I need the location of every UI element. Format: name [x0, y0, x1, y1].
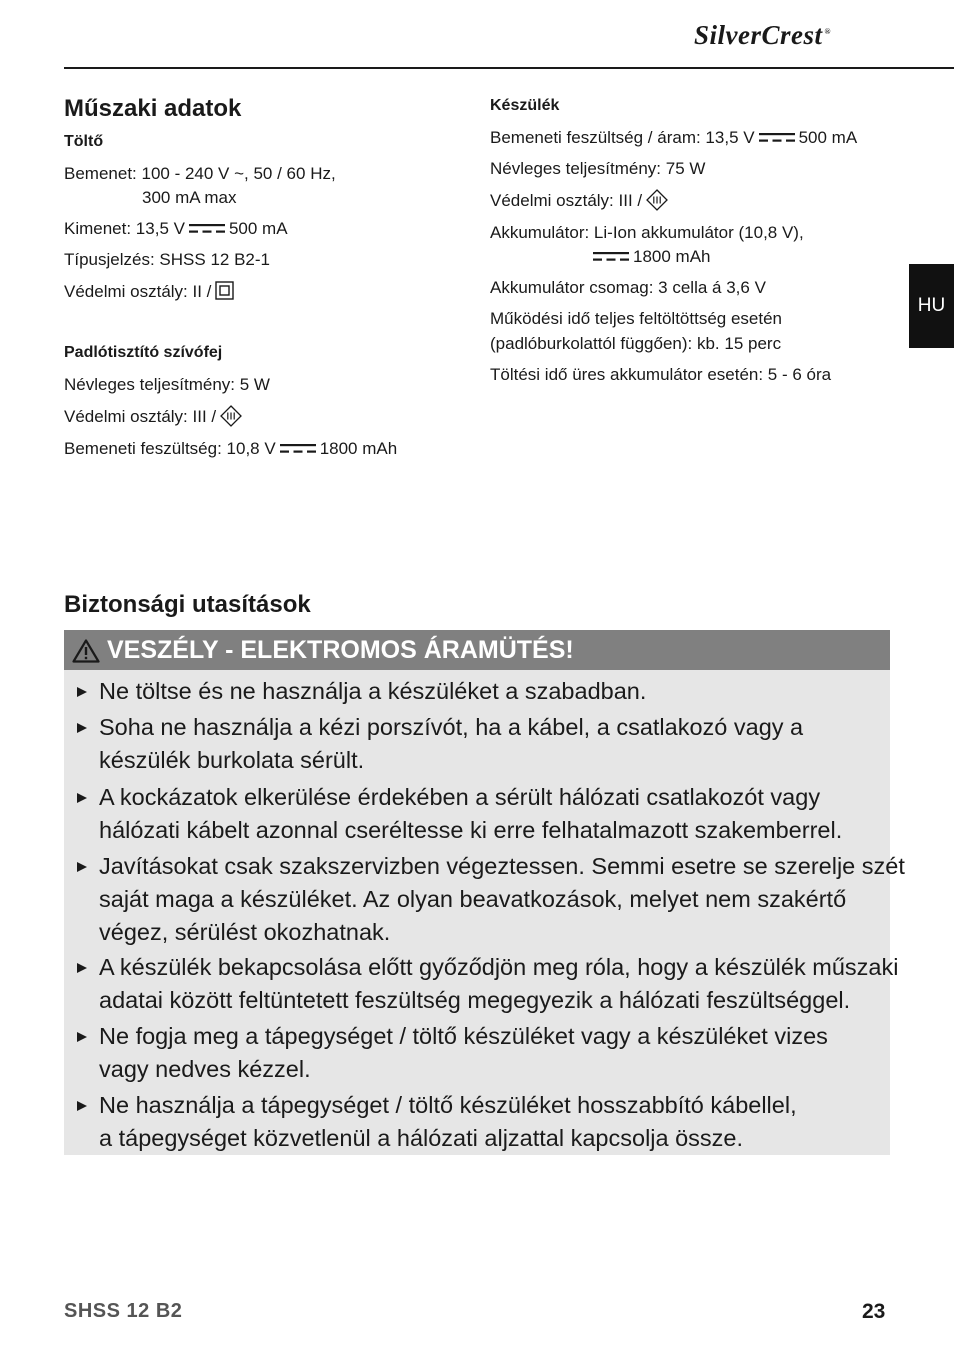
safety-bullet: [64, 1020, 890, 1090]
device-protection: [490, 190, 668, 213]
floor-head-protection-label: Védelmi osztály: III /: [64, 407, 217, 426]
protection-class-ii-icon: [215, 281, 234, 300]
charger-input-line2: 300 mA max: [142, 188, 237, 207]
device-charge-time: Töltési idő üres akkumulátor esetén: 5 - 6 óra: [490, 365, 832, 384]
bullet-line: adatai között feltüntetett feszültség megegyezik a hálózati feszültséggel.: [99, 987, 851, 1013]
floor-head-protection: [64, 406, 242, 429]
device-power: Névleges teljesítmény: 75 W: [490, 159, 706, 178]
bullet-line: Ne töltse és ne használja a készüléket a szabadban.: [99, 678, 647, 704]
language-tab-label: HU: [917, 295, 946, 316]
bullet-line: Ne használja a tápegységet / töltő készüléket hosszabbító kábellel,: [99, 1092, 797, 1118]
dc-symbol-icon: [759, 133, 795, 143]
safety-bullet: [64, 850, 905, 952]
charger-input-line1: Bemenet: 100 - 240 V ~, 50 / 60 Hz,: [64, 164, 336, 183]
bullet-line: készülék burkolata sérült.: [99, 747, 365, 773]
brand-text: SilverCrest: [694, 20, 823, 50]
brand-logo: [694, 20, 831, 51]
safety-bullet: [64, 711, 890, 781]
bullet-line: végez, sérülést okozhatnak.: [99, 919, 391, 945]
floor-head-heading: Padlótisztító szívófej: [64, 344, 223, 361]
safety-bullet: [64, 951, 899, 1021]
dc-symbol-icon: [189, 224, 225, 234]
device-protection-label: Védelmi osztály: III /: [490, 191, 643, 210]
footer-model-number: SHSS 12 B2: [64, 1300, 183, 1322]
bullet-arrow-icon: [76, 860, 88, 878]
registered-mark: ®: [824, 27, 831, 36]
bullet-line: Ne fogja meg a tápegységet / töltő készüléket vagy a készüléket vizes: [99, 1023, 828, 1049]
safety-title: Biztonsági utasítások: [64, 591, 311, 618]
header-divider: [64, 67, 954, 69]
bullet-line: saját maga a készüléket. Az olyan beavatkozások, melyet nem szakértő: [99, 886, 847, 912]
charger-output-label: Kimenet: 13,5 V: [64, 219, 185, 238]
bullet-line: A készülék bekapcsolása előtt győződjön meg róla, hogy a készülék műszaki: [99, 954, 899, 980]
tech-title: Műszaki adatok: [64, 95, 242, 122]
device-battery-capacity: 1800 mAh: [633, 247, 711, 266]
charger-protection: [64, 281, 234, 303]
charger-type: Típusjelzés: SHSS 12 B2-1: [64, 250, 270, 269]
device-battery-line1: Akkumulátor: Li-Ion akkumulátor (10,8 V),: [490, 223, 804, 242]
device-input-current: 500 mA: [798, 128, 858, 147]
bullet-arrow-icon: [76, 961, 88, 979]
device-input: [490, 127, 857, 149]
floor-head-input: [64, 438, 397, 460]
page-number: 23: [862, 1300, 886, 1323]
protection-class-iii-icon: [646, 189, 668, 211]
bullet-line: vagy nedves kézzel.: [99, 1056, 311, 1082]
safety-bullet: [64, 1089, 890, 1155]
device-input-label: Bemeneti feszültség / áram: 13,5 V: [490, 128, 755, 147]
floor-head-power: Névleges teljesítmény: 5 W: [64, 375, 270, 394]
bullet-arrow-icon: [76, 721, 88, 739]
floor-head-input-label: Bemeneti feszültség: 10,8 V: [64, 439, 276, 458]
bullet-arrow-icon: [76, 1030, 88, 1048]
dc-symbol-icon: [593, 252, 629, 262]
bullet-arrow-icon: [76, 1099, 88, 1117]
bullet-arrow-icon: [76, 791, 88, 809]
language-tab: [909, 264, 954, 348]
device-heading: Készülék: [490, 97, 560, 114]
bullet-line: a tápegységet közvetlenül a hálózati aljzattal kapcsolja össze.: [99, 1125, 744, 1151]
bullet-arrow-icon: [76, 685, 88, 703]
safety-bullet: [64, 781, 890, 851]
device-battery-line2: [593, 246, 711, 268]
device-runtime-line2: (padlóburkolattól függően): kb. 15 perc: [490, 334, 782, 353]
dc-symbol-icon: [280, 444, 316, 454]
bullet-line: Soha ne használja a kézi porszívót, ha a kábel, a csatlakozó vagy a: [99, 714, 804, 740]
device-runtime-line1: Működési idő teljes feltöltöttség esetén: [490, 309, 783, 328]
protection-class-iii-icon: [220, 405, 242, 427]
warning-header-label: VESZÉLY - ELEKTROMOS ÁRAMÜTÉS!: [107, 636, 574, 664]
warning-header: [64, 630, 890, 670]
bullet-line: A kockázatok elkerülése érdekében a sérült hálózati csatlakozót vagy: [99, 784, 821, 810]
bullet-line: Javításokat csak szakszervizben végeztessen. Semmi esetre se szerelje szét: [99, 853, 905, 879]
charger-protection-label: Védelmi osztály: II /: [64, 282, 212, 301]
floor-head-input-capacity: 1800 mAh: [319, 439, 398, 458]
device-pack: Akkumulátor csomag: 3 cella á 3,6 V: [490, 278, 766, 297]
bullet-line: hálózati kábelt azonnal cseréltesse ki erre felhatalmazott szakemberrel.: [99, 817, 843, 843]
charger-output-current: 500 mA: [228, 219, 288, 238]
charger-output: [64, 218, 288, 240]
safety-bullet: [64, 675, 890, 711]
charger-heading: Töltő: [64, 133, 104, 150]
warning-triangle-icon: [72, 639, 100, 668]
